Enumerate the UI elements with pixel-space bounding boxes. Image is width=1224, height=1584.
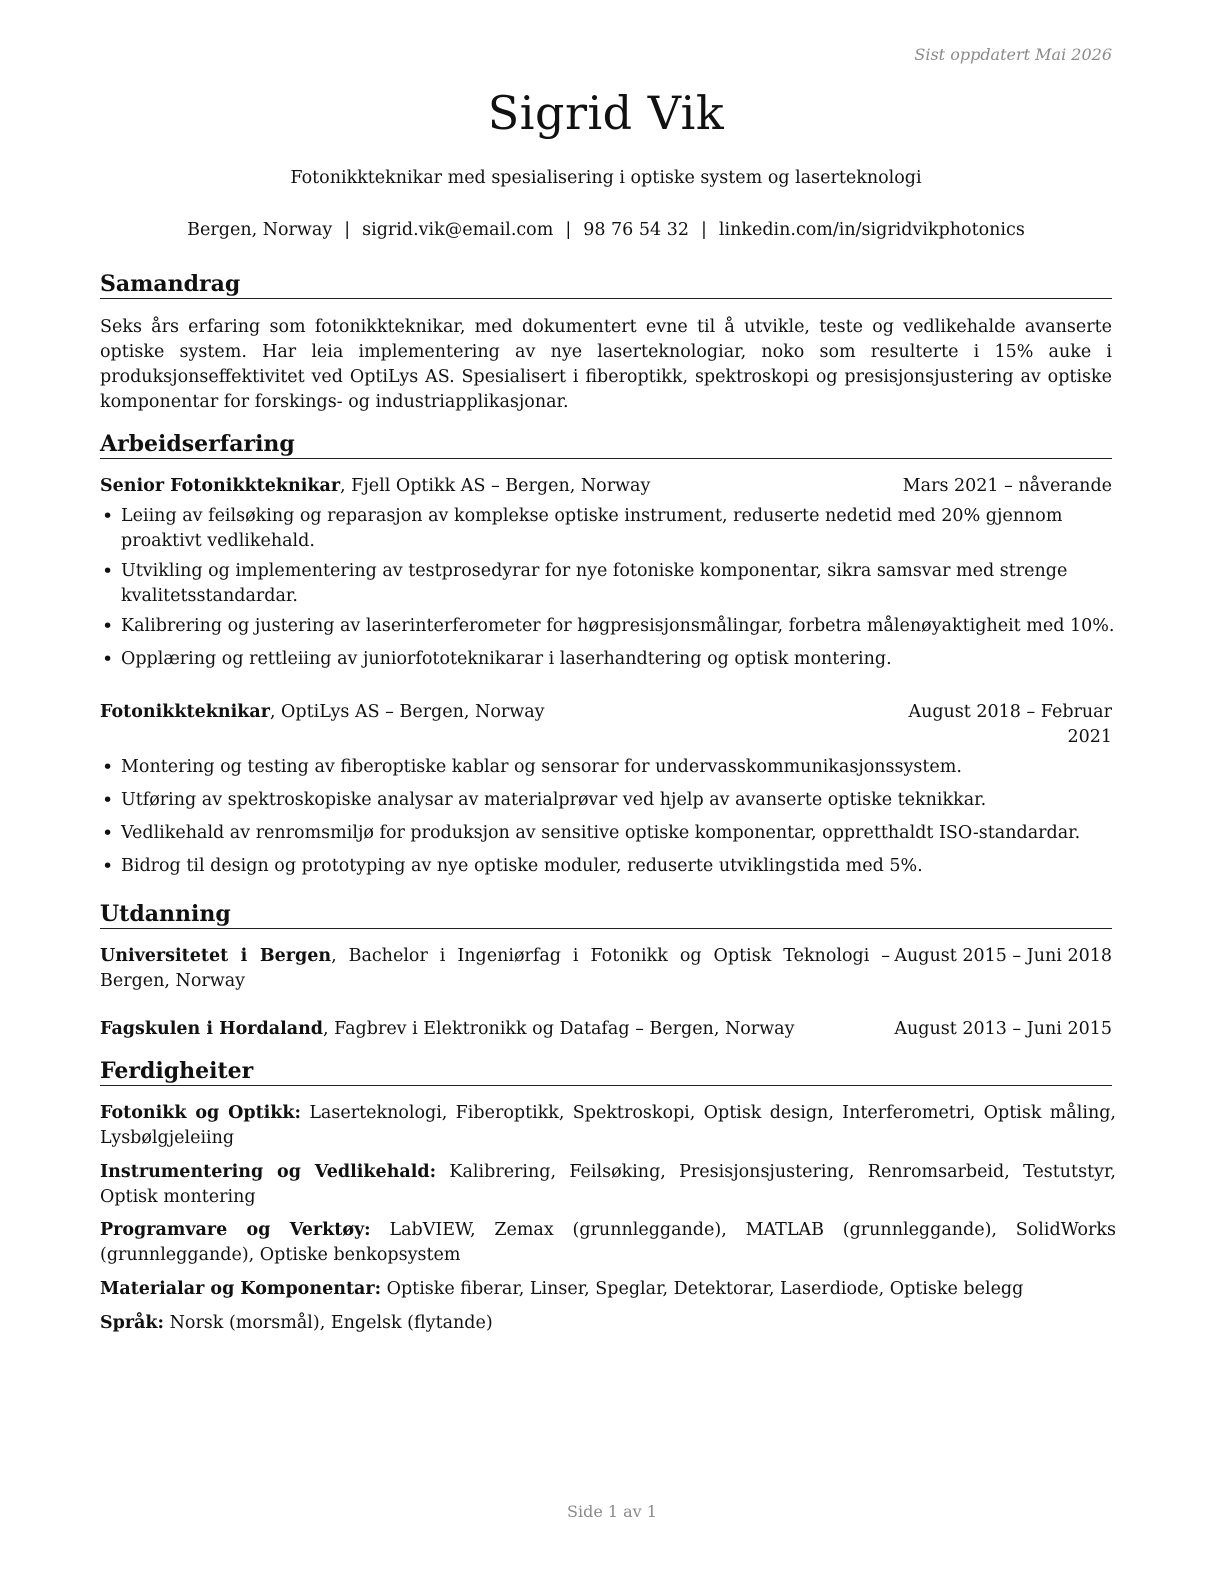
job-employer: , Fjell Optikk AS – Bergen, Norway [340, 476, 651, 496]
skill-line [100, 1101, 1116, 1151]
job-employer: , OptiLys AS – Bergen, Norway [269, 702, 545, 722]
section-title-education: Utdanning [100, 901, 1112, 929]
job-dates: August 2018 – Februar 2021 [908, 702, 1112, 747]
skill-line [100, 1160, 1116, 1210]
school-name: Universitetet i Bergen [100, 946, 332, 966]
section-title-skills: Ferdigheiter [100, 1058, 1112, 1086]
bullet-item: • Utføring av spektroskopiske analysar av materialprøvar ved hjelp av avanserte optiske teknikkar. [100, 788, 1116, 813]
candidate-name: Sigrid Vik [487, 86, 725, 140]
page-number: Side 1 av 1 [567, 1502, 657, 1521]
bullet-item: • Utvikling og implementering av testprosedyrar for nye fotoniske komponentar, sikra samsvar med strenge kvalitetsstandardar. [100, 559, 1116, 609]
skill-value: Norsk (morsmål), Engelsk (flytande) [164, 1313, 493, 1333]
contact-linkedin[interactable]: linkedin.com/in/sigridvikphotonics [718, 220, 1025, 240]
job-bullets [100, 504, 1116, 672]
job-dates: Mars 2021 – nåverande [902, 476, 1112, 496]
summary-text: Seks års erfaring som fotonikkteknikar, med dokumentert evne til å utvikle, teste og vedlikehalde avanserte optiske system. Har leia implementering av nye laserteknologiar, noko som resulterte i 15% auke i produksjonseffektivitet ved OptiLys AS. Spesialisert i fiberoptikk, spektroskopi og presisjonsjustering av optiske komponentar for forskings- og industriapplikasjonar. [100, 317, 1112, 412]
bullet-item: • Kalibrering og justering av laserinterferometer for høgpresisjonsmålingar, forbetra målenøyaktigheit med 10%. [100, 614, 1116, 639]
bullet-item: • Leiing av feilsøking og reparasjon av komplekse optiske instrument, reduserte nedetid med 20% gjennom proaktivt vedlikehald. [100, 504, 1116, 554]
skill-value: Kalibrering, Feilsøking, Presisjonsjustering, Renromsarbeid, Testutstyr, Optisk montering [100, 1162, 1116, 1207]
skill-value: Optiske fiberar, Linser, Speglar, Detektorar, Laserdiode, Optiske belegg [381, 1279, 1024, 1299]
job-role: Senior Fotonikkteknikar [100, 476, 341, 496]
bullet-item: • Bidrog til design og prototyping av nye optiske moduler, reduserte utviklingstida med 5%. [100, 854, 1116, 879]
contact-line [100, 220, 1112, 240]
section-title-summary: Samandrag [100, 271, 1112, 299]
degree-detail: , Fagbrev i Elektronikk og Datafag – Bergen, Norway [323, 1019, 795, 1039]
skill-value: Laserteknologi, Fiberoptikk, Spektroskopi, Optisk design, Interferometri, Optisk måling, Lysbølgjeleiing [100, 1103, 1116, 1148]
skill-label: Språk: [100, 1313, 165, 1333]
skill-line [100, 1277, 1116, 1302]
education-dates: August 2015 – Juni 2018 [894, 946, 1112, 966]
last-updated: Sist oppdatert Mai 2026 [914, 45, 1112, 64]
education-dates: August 2013 – Juni 2015 [894, 1019, 1112, 1039]
school-name: Fagskulen i Hordaland [100, 1019, 324, 1039]
bullet-item: • Montering og testing av fiberoptiske kablar og sensorar for undervasskommunikasjonssystem. [100, 755, 1116, 780]
bullet-item: • Vedlikehald av renromsmiljø for produksjon av sensitive optiske komponentar, oppretthaldt ISO-standardar. [100, 821, 1116, 846]
job-role: Fotonikkteknikar [100, 702, 270, 722]
degree-detail: , Bachelor i Ingeniørfag i Fotonikk og Optisk Teknologi – Bergen, Norway [100, 946, 891, 991]
contact-separator: | [565, 220, 572, 240]
skill-label: Programvare og Verktøy: [100, 1220, 371, 1240]
skill-line [100, 1311, 1116, 1336]
skill-line [100, 1218, 1116, 1268]
contact-separator: | [344, 220, 351, 240]
bullet-item: • Opplæring og rettleiing av juniorfototeknikarar i laserhandtering og optisk montering. [100, 647, 1116, 672]
skill-label: Instrumentering og Vedlikehald: [100, 1162, 437, 1182]
contact-email[interactable]: sigrid.vik@email.com [362, 220, 554, 240]
contact-separator: | [700, 220, 707, 240]
skill-label: Materialar og Komponentar: [100, 1279, 382, 1299]
section-title-experience: Arbeidserfaring [100, 431, 1112, 459]
skill-value: LabVIEW, Zemax (grunnleggande), MATLAB (grunnleggande), SolidWorks (grunnleggande), Optiske benkopsystem [100, 1220, 1116, 1265]
contact-location: Bergen, Norway [187, 220, 333, 240]
skill-label: Fotonikk og Optikk: [100, 1103, 302, 1123]
tagline: Fotonikkteknikar med spesialisering i optiske system og laserteknologi [290, 168, 922, 188]
job-bullets [100, 755, 1116, 879]
contact-phone: 98 76 54 32 [583, 220, 689, 240]
